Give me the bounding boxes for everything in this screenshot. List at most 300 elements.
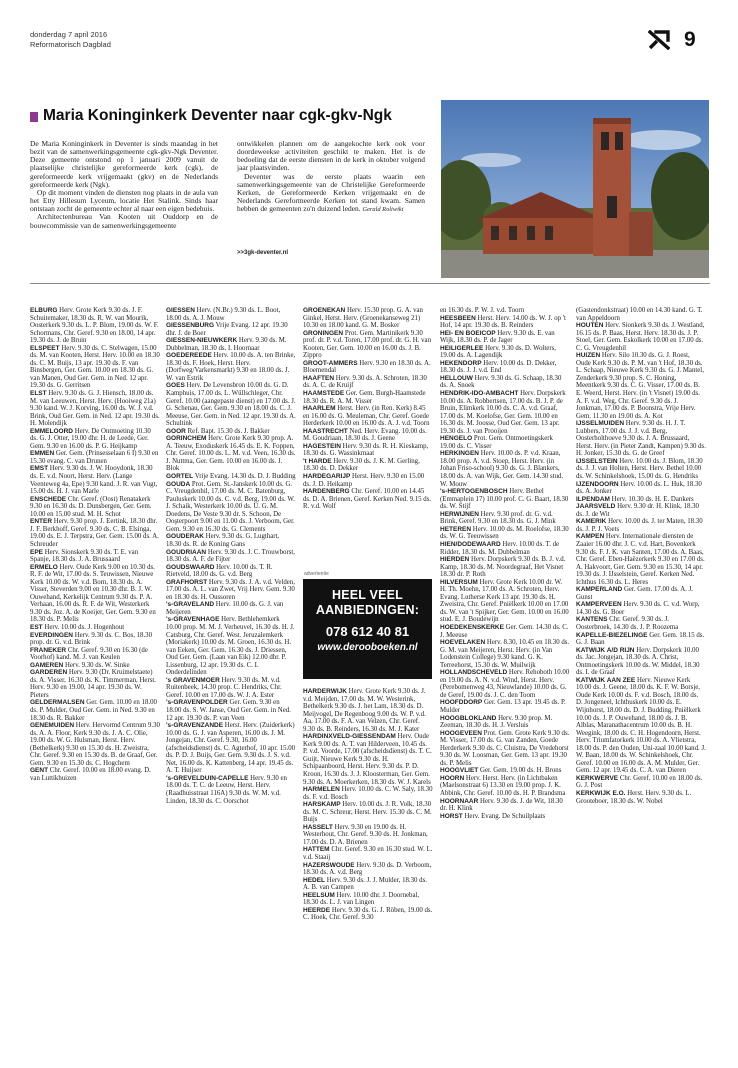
service-details: Herv. Grote Kerk 10.00 dr. W. H. Th. Moehn, 17.00 ds. A. Schroten, Herv. Evang. Lutherse Kerk 13 apr. 19.30 ds. H. Zweistra, Chr. Geref. Pniëlkerk 10.00 en 17.00 ds. W. van 't Spijker, Ger. Gem. 10.00 en 16.00 stud. E. J. Boudewijn (440, 578, 569, 624)
church-service-entry (166, 322, 296, 337)
service-details: Chr. Geref. 9.30 en 16.30 stud. W. L. v.d. Staaij (303, 846, 433, 862)
place-name: EPE (30, 548, 44, 556)
place-name: IJZENDOORN (576, 480, 619, 488)
service-details: Herv. 9.30 ds. M. v.d. Ruitenbeek, 14.30 prop. C. Hendriks, Chr. Geref. 10.00 en 17.00 ds. W. J. A. Ester (166, 676, 282, 699)
church-service-entry (440, 639, 570, 669)
place-name: HAAFTEN (303, 374, 335, 382)
service-details: Herv. 9.30 ds. R. H. Kieskamp, 18.30 ds. G. Wassinkmaat (303, 442, 429, 458)
place-name: HERWIJNEN (440, 510, 479, 518)
service-details: Herv. 10.00 ds. G. J. van Meijeren (166, 601, 284, 616)
church-service-entry (440, 330, 570, 345)
church-service-entry (440, 556, 570, 579)
church-service-entry (166, 533, 296, 548)
place-name: GENT (30, 767, 49, 775)
service-details: Chr. Geref. 10.00 en 14.45 ds. D. A. Brienen, Geref. Kerken Ned. 9.15 ds. R. v.d. Wolf (303, 488, 432, 511)
place-name: HEKENDORP (440, 359, 482, 367)
service-details: Herv. 9.30 ds. G. Schaap, 18.30 ds. A. Snoek (440, 374, 562, 390)
service-details: Chr. Geref. 10.00 en 18.00 ds. G. J. Post (576, 774, 703, 790)
place-name: HARSKAMP (303, 801, 341, 809)
place-name: EST (30, 623, 43, 631)
place-name: HAZERSWOUDE (303, 861, 355, 869)
service-details: Herv. 10.00 ds. C. W. Saly, 18.30 ds. F. v.d. Bosch (303, 786, 433, 801)
place-name: 's-GRAVENPOLDER (166, 699, 228, 707)
church-service-column (30, 307, 160, 782)
church-service-entry (166, 564, 296, 579)
issue-date: donderdag 7 april 2016 (30, 30, 108, 39)
ad-headline: AANBIEDINGEN: (315, 603, 420, 617)
church-service-column (303, 307, 433, 511)
church-service-entry (303, 473, 433, 488)
service-details: Herv. 10.30 ds. H. E. Dankers (611, 495, 694, 503)
church-service-entry (440, 730, 570, 768)
service-details: Chr. Geref. (Oost) Renatakerk 9.30 en 16.30 ds. D. Dunsbergen, Ger. Gem. 10.00 en 15.00 stud. M. H. Schot (30, 495, 152, 518)
article-headline: Maria Koninginkerk Deventer naar cgk-gkv-Ngk (43, 107, 392, 124)
service-details: Herv. 9.30 ds. J. de Wit, 18.30 dr. H. Klink (440, 797, 563, 813)
place-name: ELST (30, 390, 47, 398)
place-name: ELSPEET (30, 344, 60, 352)
place-name: ILPENDAM (576, 495, 610, 503)
service-details: Ger. Gem. 17.00 ds. A. J. Gunst (576, 586, 693, 601)
church-service-entry (30, 390, 160, 428)
church-service-entry (303, 733, 433, 786)
church-service-entry (303, 786, 433, 801)
place-name: 's-GRAVENZANDE (166, 722, 224, 730)
place-name: HENGELO (440, 435, 473, 443)
service-details: Ger. Gem. 19.00 ds. H. Brons (480, 767, 562, 775)
place-name: KATWIJK AAN ZEE (576, 676, 636, 684)
service-details: Herv. 8.30, 10.45 en 18.30 ds. G. M. van Meijeren, Herst. Herv. (in Van Lodenstein College) 9.30 kand. G. K. Terreehorst, 15.30 ds. W. Muilwijk (440, 639, 570, 669)
church-service-entry (166, 722, 296, 775)
place-name: HARDINXVELD-GIESSENDAM (303, 733, 396, 741)
church-service-entry (303, 801, 433, 824)
church-service-entry (30, 662, 160, 670)
service-details: Herv. Internationale diensten de Zaaier 16.00 dhr. J. C. v.d. Hart, Bovenkerk 9.30 ds. F. J. K. van Santen, 17.00 ds. A. Baas, Chr. Geref. Eben-Haëzerkerk 9.30 en 17.00 ds. A. Hakvoort, Ger. Gem. 9.30 en 15.30, 14 apr. 19.30 ds. J. IJsselstein, Geref. Kerken Ned. Ichthus 16.30 ds. L. Heres (576, 533, 705, 586)
newspaper-name: Reformatorisch Dagblad (30, 40, 111, 49)
church-service-column (166, 307, 296, 805)
service-details: Herst. Herv. 14.00 ds. W. J. op 't Hof, 14 apr. 19.30 ds. B. Reinders (440, 314, 566, 330)
church-service-entry (440, 345, 570, 360)
article-column-2 (237, 140, 425, 214)
service-details: Herv. Oude Kerk 9.00 en 10.30 ds. R. F. de Wit, 17.00 ds. S. Teuwissen, Nieuwe Kerk 10.00 ds. W. v.d. Born, 18.30 ds. A. Visser, Steverden 9.00 en 10.30 dhr. B. J. W. Ouwehand, Kerkelijk Centrum 9.30 ds. P. A. Verhaan, 16.00 ds. R. F. de Wit, Westerkerk 9.30 ds. Joz. A. de Koeijer, Ger. Gem. 9.30 en 18.30 ds. P. Melis (30, 563, 156, 624)
place-name: HAGESTEIN (303, 442, 341, 450)
church-service-entry (30, 564, 160, 624)
church-service-entry (303, 846, 433, 861)
service-details: Herv. Nieuwe Kerk 10.00 ds. J. Geene, 18.00 ds. K. F. W. Borsje, Oude Kerk 10.00 ds. F. v.d. Bosch, 18.00 ds. D. Jongeneel, Ichthuskerk 10.00 ds. E. Wijnhorst, 18.00 ds. D. J. Budding, Pniëlkerk 10.00 ds. J. P. Ouwehand, 18.00 ds. J. B. Alblas, Maranathacentrum 10.00 ds. B. H. Weegink, 18.00 ds. C. H. Hogendoorn, Herst. Herv. Triumfatorkerk 10.00 ds. A. Vlietstra, 18.00 ds. P. den Ouden, Uni-zaal 10.00 kand. J. W. Baan, 18.00 ds. W. Schinkelshoek, Chr. Geref. 10.00 en 16.00 ds. A. M. Mulder, Ger. Gem. 12 apr. 19.45 ds. C. A. van Dieren (576, 676, 706, 775)
church-service-entry (440, 541, 570, 556)
place-name: 's-GREVELDUIN-CAPELLE (166, 774, 249, 782)
service-details: Herv. Hervormd Centrum 9.30 ds. A. A. Floor, Kerk 9.30 ds. J. A. C. Olie, 19.00 ds. W. G. Hulsman, Herst. Herv. (Bethelkerk) 9.30 en 15.30 ds. H. Zweistra, Chr. Geref. 9.30 en 15.30 ds. B. de Graaf, Ger. Gem. 9.30 en 15.30 ds. C. Hogchem (30, 722, 160, 767)
place-name: 's GRAVENMOER (166, 676, 220, 684)
service-details: Herv. 9.30 ds. W. Sinke (64, 661, 130, 669)
headline-marker (30, 112, 38, 122)
church-service-entry (30, 345, 160, 390)
place-name: HOEVELAKEN (440, 639, 486, 647)
service-details: Prot. Gem. Martinikerk 9.30 prof. dr. P. v.d. Toren, 17.00 prof. dr. G. H. van Kooten, Ger. Gem. 10.00 en 16.00 ds. J. B. Zippro (303, 329, 432, 360)
place-name: HOORNAAR (440, 797, 479, 805)
place-name: EMMELOORD (30, 427, 73, 435)
service-details: Herv. Rehoboth 10.00 en 19.00 ds. A. N. v.d. Wind, Herst. Herv. (Perebomenweg 43, Nieuwlande) 10.00 ds. G. de Geref, 19.00 ds. J. C. den Toom (440, 669, 570, 699)
church-service-entry (576, 420, 706, 458)
service-details: Herv. De Ontmoeting 10.30 ds. G. J. Otter, 19.00 dhr. H. de Leede, Ger. Gem. 9.30 en 16.00 ds. P. G. Heijkamp (30, 427, 151, 450)
service-details: Prot. Gem. Grote Kerk 9.30 ds. M. Visser, 17.00 ds. G. van Zanden, Goede Herderkerk 9.30 ds. C. Cluistra, De Vredehorst 9.30 ds. W. Loosman, Ger. Gem. 13 apr. 19.30 ds. P. Melis (440, 729, 570, 767)
article-column-1 (30, 140, 218, 230)
service-details: Ref. Bapt. 15.30 ds. J. Bakker (187, 427, 270, 435)
church-service-entry (30, 699, 160, 722)
service-details: Herv. 9.30 ds. M. Dubbelman, 18.30 ds. I. Hoornaar (166, 337, 287, 352)
place-name: HAASTRECHT (303, 427, 348, 435)
place-name: HOOFDDORP (440, 699, 483, 707)
church-service-entry (576, 790, 706, 805)
service-details: Herv. 9.30 ds. C. v.d. Worp, 14.30 ds. G. Boer (576, 601, 700, 616)
service-details: Herv. 10.00 dhr. J. Doornebal, 18.30 ds. L. J. van Lingen (303, 891, 420, 907)
service-details: Herv. 9.30 prof. dr. G. v.d. Brink, Geref. 9.30 en 18.30 ds. G. J. Mink (440, 510, 556, 526)
service-details: Chr. Geref. 9.30 en 16.30 (de Voorhof) kand. M. J. van Keulen (30, 646, 148, 662)
service-details: Herv. De Levensbron 10.00 ds. G. D. Kamphuis, 17.00 ds. L. Wüllschleger, Chr. Geref. 10.00 (aangepaste dienst) en 17.00 ds. J. G. Schenau, Ger. Gem. 9.30 en 18.00 ds. C. J. Meeuse, Ger. Gem. in Ned. 12 apr. 19.30 ds. A. Schultink (166, 382, 296, 428)
church-service-entry (576, 496, 706, 504)
article-paragraph: De Maria Koninginkerk in Deventer is sinds maandag in het bezit van de samenwerkingsgemeente cgk-gkv-Ngk Deventer. Deze gemeente ontstond op 1 januari 2009 vanuit de plaatselijke christelijke gereformeerde kerk (cgk), de gereformeerde kerk vrijgemaakt (gkv) en de Nederlands gereformeerde kerk (Ngk). (30, 139, 218, 189)
church-service-entry (440, 715, 570, 730)
service-details: Ger. Gem. 14.30 ds. C. J. Meeuse (440, 623, 569, 639)
church-service-entry (166, 428, 296, 436)
church-service-entry (440, 435, 570, 450)
church-service-entry (576, 533, 706, 586)
church-service-entry (303, 488, 433, 511)
church-service-entry (576, 322, 706, 352)
church-service-column (303, 688, 433, 922)
church-service-entry (166, 307, 296, 322)
place-name: GIESSEN-NIEUWKERK (166, 337, 238, 345)
article-paragraph: Op dit moment vinden de diensten nog plaats in de aula van het Etty Hillesum Lyceum, locatie Het Stalink. Sinds haar ontstaan zocht de gemeente echter al naar een eigen bedehuis. (30, 187, 218, 214)
place-name: GROENEKAN (303, 307, 346, 314)
service-details: Herv. 10.00 ds. D. Dekker, 18.30 ds. J. J. v.d. End (440, 359, 557, 375)
page-number: 9 (684, 28, 696, 51)
ad-website[interactable]: www.derooboeken.nl (317, 642, 418, 653)
church-service-entry (576, 352, 706, 420)
service-details: Herv. Dorpskerk 9.30 ds. B. J. v.d. Kamp, 18.30 ds. M. Noordegraaf, Het Visnet 18.30 dr. P. Roth (440, 556, 566, 579)
place-name: 's-GRAVENHAGE (166, 616, 220, 624)
service-details: Vrije Evang. 12 apr. 19.30 dhr. J. de Boer (166, 322, 288, 337)
service-details: Herv. 9.30 ds. A. Schroten, 18.30 ds. A. C. de Kruijf (303, 374, 427, 390)
place-name: 's-GRAVELAND (166, 601, 215, 609)
church-service-entry (576, 518, 706, 533)
service-details: Herv. Grote Kerk 9.30 ds. J. v.d. Meijden, 17.00 ds. M. W. Westerink, Bethelkerk 9.30 ds. J. het Lam, 18.30 ds. D. Meijvogel, De Regenboog 9.00 ds. W. P. v.d. Aa, 17.00 ds. F. A. van Velzen, Chr. Geref. 9.30 ds. B. Reinders, 16.30 ds. M. J. Kater (303, 688, 426, 733)
service-details: Herv. 10.00 ds. M. Roelofse, 18.30 ds. W. G. Teeuwissen (440, 525, 569, 541)
church-service-entry (303, 892, 433, 907)
service-details: Herv. 9.30 (Dr. Kruimelstaete) ds. A. Visser, 16.30 ds. K. Timmerman, Herst. Herv. 9.30 en 19.00, 14 apr. 19.30 ds. W. Pieters (30, 669, 156, 699)
church-service-entry (166, 699, 296, 722)
place-name: HATTEM (303, 846, 330, 854)
church-service-entry (30, 450, 160, 465)
service-details: Herst. Herv. 9.30 en 15.00 ds. J. D. Heikamp (303, 473, 425, 488)
place-name: HEELSUM (303, 891, 335, 899)
place-name: HELLOUW (440, 374, 473, 382)
service-details: Herv. 10.00 ds. A. ten Brinke, 18.30 ds. F. Hoek, Herst. Herv. (Dorfweg/Varkensmarkt) 9.30 en 18.00 ds. J. W. van Estrik (166, 352, 296, 382)
church-service-entry (166, 337, 296, 352)
church-service-entry (30, 307, 160, 345)
church-service-entry (303, 458, 433, 473)
church-service-entry (30, 632, 160, 647)
service-details: Herv. Bethlehemkerk 10.00 prop. M. M. J. Verheuvel, 16.30 ds. H. J. Catsburg, Chr. Geref. West. Jeruzalemkerk (Moriakerk) 10.00 ds. M. Groen, 16.30 ds. H. van Eeken, Ger. Gem. 16.30 ds. J. Driessen, Oud Ger. Gem. (Laan van Eik) 12.00 dhr. P. Lissenburg, 12 apr. 19.30 ds. C. I. Onderdelinden (166, 616, 295, 677)
article-paragraph: ontwikkelen plannen om de aangekochte kerk ook voor doordeweekse activiteiten geschikt te maken. Het is de bedoeling dat de eerste diensten in de kerk in oktober volgend jaar plaatsvinden. (237, 139, 425, 173)
service-details: Herv. Sionskerk 9.30 ds. T. E. van Spanje, 18.30 ds. J. A. Brussaard (30, 548, 139, 564)
place-name: HEILIGERLEE (440, 344, 484, 352)
church-service-entry (166, 549, 296, 564)
service-details: Herv. 10.00 ds. J. Hogenhout (44, 623, 125, 631)
church-service-column (440, 307, 570, 820)
church-service-entry (303, 330, 433, 360)
service-details: Herv. 9.30 en 18.00 ds. T. C. de Leeuw, Herst. Herv. (Raadhuisstraat 116A) 9.30 ds. W. M. v.d. Linden, 18.30 ds. C. Oorschot (166, 774, 287, 805)
place-name: JAARSVELD (576, 503, 616, 511)
church-service-entry (440, 511, 570, 526)
service-details: Herv. 9.30 ds. G. J. Röben, 19.00 ds. C. Hoek, Chr. Geref. 9.30 (303, 906, 433, 922)
church-service-entry (440, 450, 570, 488)
place-name: GOUDA (166, 480, 191, 488)
service-details: Herv. 9.30 ds. H. J. T. Lubbers, 17.00 ds. J. J. v.d. Berg, Oosterholthoeve 9.30 ds. J. A. Brussaard, Herst. Herv. (in Pieter Zandt, Kampen) 9.30 ds. H. Jonker, 15.30 ds. G. de Greef (576, 420, 706, 458)
service-details: Herv. 9.30 en 19.00 ds. H. Westerhout, Chr. Geref. 9.30 ds. H. Jonkman, 17.00 ds. D. A. Brienen (303, 823, 428, 846)
place-name: IJSSELMUIDEN (576, 420, 625, 428)
service-details: Herv. 9.30 ds. J. W. Hooydonk, 18.30 ds. E. v.d. Noort, Herst. Herv. (Lange Veenteweg 4a, Epe) 9.30 kand. J. R. van Vugt, 15.00 ds. H. J. van Marle (30, 465, 158, 496)
church-service-entry (440, 488, 570, 511)
place-name: ERMELO (30, 563, 58, 571)
church-service-entry (576, 647, 706, 677)
church-service-entry (166, 775, 296, 805)
service-details: Herv. Bethel (Emmaplein 17) 10.00 prof. C. G. Baart, 18.30 ds. W. Stijf (440, 488, 569, 511)
service-details: Ger. Gem. 18.15 ds. G. J. Baan (576, 631, 705, 647)
place-name: GAMEREN (30, 661, 64, 669)
place-name: KAMPERLAND (576, 586, 623, 594)
service-details: Ger. Gem. 9.30 en 18.00 ds. S. W. Janse, Oud Ger. Gem. in Ned. 12 apr. 19.30 ds. P. van Veen (166, 699, 291, 722)
section-divider (30, 283, 710, 284)
place-name: KERKWIJK E.O. (576, 790, 626, 797)
service-details: Herv. 9.30 ds. D. Wolters, 19.00 ds. A. Lagendijk (440, 344, 556, 360)
church-service-entry (166, 435, 296, 473)
place-name: HEESBEEN (440, 314, 476, 322)
place-name: ELBURG (30, 307, 58, 314)
church-service-entry (303, 907, 433, 922)
church-service-entry (440, 798, 570, 813)
place-name: 't HARDE (303, 457, 332, 465)
church-service-entry (166, 677, 296, 700)
place-name: GIESSEN (166, 307, 195, 314)
place-name: KERKWERVE (576, 774, 619, 782)
place-name: HASSELT (303, 823, 333, 831)
service-details: Chr. Geref. 9.30 ds. J. Oosterbroek, 14.30 ds. J. P. Roozema (576, 616, 679, 631)
place-name: HORST (440, 812, 463, 820)
church-service-entry (440, 526, 570, 541)
place-name: KANTENS (576, 616, 608, 624)
service-details: Herv. Dorpskerk 10.00 ds. A. Robbertsen, 17.00 ds. B. J. P. de Bruin, Elimkerk 10.00 ds. C. A. v.d. Graaf, 17.00 ds. M. Koelofse, Ger. Gem. 10.00 en 16.30 ds. M. Joosse, Oud Ger. Gem. 13 apr. 19.30 ds. J. van Prooijen (440, 390, 566, 435)
place-name: HEI- EN BOEICOP (440, 329, 496, 337)
place-name: GORINCHEM (166, 435, 207, 443)
church-service-entry (576, 601, 706, 616)
service-details: Herv. 10.00 ds. L. Huk, 18.30 ds. A. Jonker (576, 480, 702, 496)
place-name: GOUDSWAARD (166, 563, 215, 571)
church-service-entry (30, 496, 160, 519)
service-details: Herv. Grote Kerk 9.30 ds. J. F. Schuitemaker, 18.30 ds. R. W. van Mourik, Oosterkerk 9.30 ds. L. P. Blom, 19.00 ds. W. F. Schormans, Chr. Geref. 9.30 en 18.00, 14 apr. 19.30 ds. J. de Bruin (30, 307, 159, 345)
service-details: Herv. 10.00 ds. T. R. Rietveld, 18.00 ds. G. v.d. Berg (166, 563, 273, 579)
place-name: GELDERMALSEN (30, 699, 85, 707)
place-name: GRONINGEN (303, 329, 344, 337)
place-name: GENEMUIDEN (30, 722, 75, 730)
place-name: HOOGVLIET (440, 767, 479, 775)
service-details: Prot. Gem. St.-Janskerk 10.00 ds. G. C. Vreugdenhil, 17.00 ds. M. C. Batenburg, Pauluskerk 10.00 ds. C. v.d. Berg, 19.00 ds. W. J. Schaik, Westerkerk 10.00 ds. U. G. M. Doedens, De Veste 9.30 dr. S. Schoon, De Ooşterpoort 9.00 en 11.00 ds. J. Verboom, Ger. Gem. 9.30 en 16.30 ds. G. Clements (166, 480, 295, 533)
place-name: HOUTEN (576, 322, 604, 330)
church-service-entry (166, 616, 296, 676)
church-service-entry (303, 862, 433, 877)
church-service-entry (166, 601, 296, 616)
church-service-entry (30, 428, 160, 451)
church-service-entry (576, 481, 706, 496)
place-name: KAMPERVEEN (576, 601, 622, 609)
place-name: EMMEN (30, 450, 55, 458)
place-name: HIEN/DODEWAARD (440, 540, 501, 548)
place-name: HENDRIK-IDO-AMBACHT (440, 390, 519, 398)
byline: Gerald Roliwiki (362, 206, 404, 214)
service-details: Herv. 9.30 ds. E. van Wijk, 18.30 ds. P. de Jager (440, 329, 555, 345)
place-name: HERKINGEN (440, 450, 480, 458)
service-details: Herv. 15.30 prop. G. A. van Ginkel, Herst. Herv. (Groenekanseweg 21) 10.30 en 18.00 kand. G. M. Bosker (303, 307, 423, 330)
place-name: EMST (30, 465, 49, 473)
service-details: Herst. Herv. (in Ren. Kerk) 8.45 en 16.00 ds. G. Meuleman, Chr. Geref. Goede Herderkerk 10.00 en 16.00 ds. A. J. v.d. Toorn (303, 405, 430, 428)
church-service-entry (440, 624, 570, 639)
church-service-entry (440, 579, 570, 624)
service-details: Herv. 9.30 dr. H. Klink, 18.30 ds. J. de Wit (576, 503, 699, 518)
service-details: Herv. 10.00 ds. J. Blom, 18.30 ds. J. J. van Holten, Herst. Herv. Bethel 10.00 ds. W. Schinkelshoek, 15.00 ds. G. Hendriks (576, 457, 703, 481)
place-name: 's-HERTOGENBOSCH (440, 488, 508, 496)
church-service-entry (440, 315, 570, 330)
place-name: GARDEREN (30, 669, 68, 677)
service-details: Herv. 9.30 prop. J. Eertink, 18.30 dhr. J. F. Berkhoff, Geref. 9.30 ds. C. B. Elsinga, 19.00 ds. E. J. Terpstra, Ger. Gem. 15.00 ds. A. Schreuder (30, 518, 159, 548)
church-service-entry (576, 503, 706, 518)
place-name: HOLLANDSCHEVELD (440, 669, 508, 677)
article-paragraph: Architectenbureau Van Kooten uit Ouddorp en de bouwcommissie van de samenwerkingsgemeente (30, 212, 218, 230)
service-details: Herv. 9.30 en 18.30 ds. A. Bloemendal (303, 359, 431, 375)
service-details: Herv. 9.30 ds. D. Verboom, 18.30 ds. A. v.d. Berg (303, 861, 432, 877)
church-service-entry (576, 307, 706, 322)
place-name: EVERDINGEN (30, 631, 73, 639)
church-service-entry (303, 375, 433, 390)
service-details: Herv. 10.00 ds. J. R. Volk, 18.30 ds. M. C. Schreur, Herst. Herv. 15.30 ds. C. M. Buijs (303, 801, 432, 824)
service-details: Herv. Silo 10.30 ds. G. J. Roest, Oude Kerk 9.30 ds. P. M. van 't Hof, 18.30 ds. L. Schaap, Nieuwe Kerk 9.30 ds. G. J. Mantel, Zenderkerk 9.30 prop. S. C. Honing, Meentkerk 9.30 ds. C. G. Visser, 17.00 ds. B. E. Weerd, Herst. Herv. (in 't Visnet) 19.00 ds. A. F. v.d. Weg, Chr. Geref. 9.30 ds. J. Jonkman, 17.00 ds. P. Boonstra, Vrije Herv. Gem. 11.30 en 19.00 ds. A. Kot (576, 352, 704, 420)
service-details: Herv. Grote Kerk 9.30 prop. A. A. Teeuw, Exoduskerk 16.45 ds. E. K. Foppen, Chr. Geref. 10.00 ds. L. M. v.d. Veen, 16.30 ds. J. Nuttma, Ger. Gem. 10.00 en 16.00 ds. J. Blok (166, 435, 296, 473)
church-photo (441, 100, 709, 278)
church-service-entry (440, 669, 570, 699)
service-details: Herv. 9.30 prop. M. Zeeman, 18.30 ds. H. J. Versluis (440, 714, 553, 730)
service-details: Chr. Geref. 10.00 en 18.00 evang. D. van Luttikhuizen (30, 767, 151, 782)
church-service-entry (576, 458, 706, 481)
service-details: Herst. Herv. 9.30 ds. L. Grooteboer, 18.30 ds. W. Nobel (576, 790, 692, 805)
church-service-entry (303, 360, 433, 375)
church-service-entry (30, 518, 160, 548)
place-name: HARDERWIJK (303, 688, 347, 695)
church-service-entry (303, 390, 433, 405)
church-service-entry (166, 579, 296, 602)
church-service-entry (440, 775, 570, 798)
article-link[interactable]: >>3gk-deventer.nl (237, 250, 289, 256)
service-details: Herv. 9.30 ds. J. A. v.d. Velden, 17.00 ds. A. L. van Zwet, Vrij Herv. Gem. 9.30 en 18.30 ds. H. Oussoren (166, 578, 295, 601)
church-service-entry (303, 824, 433, 847)
ad-headline: HEEL VEEL (331, 588, 404, 602)
service-details: Herv. 9.30 ds. J. J. Mulder, 18.30 ds. A. B. van Campen (303, 876, 427, 892)
church-service-entry (30, 722, 160, 767)
service-details: Herv. Dorpskerk 10.00 ds. Jac. Jongejan, 18.30 ds. A. Christ, Ontmoetingskerk 10.00 ds. W. Middel, 18.30 ds. I. de Graaf (576, 646, 700, 677)
church-service-entry (30, 647, 160, 662)
place-name: GOOR (166, 427, 186, 435)
bookstore-advertisement[interactable] (303, 579, 432, 679)
place-name: IJSSELSTEIN (576, 457, 618, 465)
service-details: Ger. Gem. (Prinsesselaan 6 I) 9.30 en 15.30 evang. C. van Drunen (30, 450, 159, 465)
service-details: Prot. Gem. Ontmoetingskerk 19.00 ds. C. Visser (440, 435, 553, 450)
church-service-entry (166, 382, 296, 427)
church-service-entry (576, 677, 706, 775)
service-details: Herv. Sionkerk 9.30 ds. J. Westland, 16.15 ds. P. Baas, Herst. Herv. 18.30 ds. J. P. Stoel, Ger. Gem. Eskolkerk 10.00 en 17.00 ds. C. G. Vreugdenhil (576, 322, 705, 352)
place-name: HILVERSUM (440, 578, 478, 586)
church-service-entry (440, 307, 570, 315)
place-name: HARDEGARIJP (303, 473, 351, 481)
place-name: KAPELLE-BIEZELINGE (576, 631, 648, 639)
church-service-entry (303, 428, 433, 443)
place-name: GORTEL (166, 473, 194, 481)
place-name: HOEDEKENSKERKE (440, 623, 504, 631)
church-service-entry (576, 616, 706, 631)
service-details: en 16.30 ds. P. W. J. v.d. Toorn (440, 307, 525, 314)
place-name: HEERDE (303, 906, 331, 914)
place-name: HAAMSTEDE (303, 390, 345, 398)
place-name: ENTER (30, 518, 53, 526)
church-service-entry (440, 360, 570, 375)
service-details: Herv. (N.Br.) 9.30 ds. L. Boot, 18.00 ds. A. J. Mouw (166, 307, 281, 322)
church-service-entry (166, 352, 296, 382)
place-name: GOEDEREEDE (166, 352, 212, 360)
place-name: HUIZEN (576, 352, 601, 360)
service-details: Herv. 10.00 ds. J. ter Maten, 18.30 ds. J. P. J. Voets (576, 518, 703, 533)
church-service-entry (30, 767, 160, 782)
service-details: Ger. Gem. Burgh-Haamstede 18.30 ds. R. A. M. Visser (303, 390, 426, 405)
church-service-entry (303, 877, 433, 892)
church-service-entry (440, 375, 570, 390)
church-service-entry (166, 473, 296, 481)
place-name: GRAFHORST (166, 578, 208, 586)
church-service-entry (440, 767, 570, 775)
church-service-entry (303, 307, 433, 330)
church-service-entry (30, 549, 160, 564)
advertisement-label: advertentie (304, 571, 329, 577)
church-service-entry (440, 699, 570, 714)
place-name: KAMPEN (576, 533, 605, 541)
service-details: (Gastendonkstraat) 10.00 en 14.30 kand. G. T. van Appeldoorn (576, 307, 703, 322)
service-details: Herv. Oude Kerk 9.00 ds. A. T. van Hilderveen, 10.45 ds. P. v.d. Voorde, 17.00 (afscheidsdienst) ds. T. C. Guijt, Nieuwe Kerk 9.30 ds. H. Schipaanboord, Herst. Herv. 9.30 ds. P. D. Kroon, 16.30 ds. J. J. Kloosterman, Ger. Gem. 9.30 ds. A. Moerkerken, 18.30 ds. W. J. Karels (303, 733, 432, 786)
place-name: GOES (166, 382, 185, 390)
service-details: Herv. 9.30 ds. J. K. M. Gerling, 18.30 ds. D. Dekker (303, 457, 420, 473)
church-service-entry (30, 465, 160, 495)
place-name: ENSCHEDE (30, 495, 67, 503)
service-details: Herst. Herv. (Zuiderkerk) 10.00 ds. G. J. van Asperen, 16.00 ds. J. M. Jongejan, Chr. Geref. 9.30, 16.00 (afscheidsdienst) ds. C. Agterhof, 10 apr. 15.00 ds. P. D. J. Buijs, Ger. Gem. 9.30 ds. J. S. v.d. Net, 16.00 ds. K. Kattenberg, 14 apr. 19.45 ds. A. T. Huijser (166, 722, 296, 775)
church-service-entry (303, 688, 433, 733)
place-name: HOORN (440, 774, 465, 782)
place-name: HOOGEVEEN (440, 729, 482, 737)
church-service-entry (576, 586, 706, 601)
place-name: KATWIJK A/D RIJN (576, 646, 635, 654)
place-name: GIESSENBURG (166, 322, 215, 330)
church-service-entry (303, 405, 433, 428)
church-service-entry (30, 624, 160, 632)
place-name: GOUDRIAAN (166, 548, 207, 556)
church-service-entry (576, 632, 706, 647)
rd-logo-icon (648, 30, 670, 50)
service-details: Herv. 9.30 ds. G. Lugthart, 18.30 ds. R. de Koning Gans (166, 533, 280, 548)
service-details: Herv. 9.30 ds. G. J. Hiensch, 18.00 ds. M. van Leeuwen, Herst. Herv. (Hooiweg 21a) 9.30 kand. W. J. Korving, 16.00 ds. W. J. v.d. Brink, Oud Ger. Gem. in Ned. 12 apr. 19.30 ds. H. Molendijk (30, 390, 160, 428)
service-details: Ger. Gem. 10.00 en 18.00 ds. P. Mulder, Oud Ger. Gem. in Ned. 9.30 en 18.30 ds. R. Bakker (30, 699, 157, 722)
